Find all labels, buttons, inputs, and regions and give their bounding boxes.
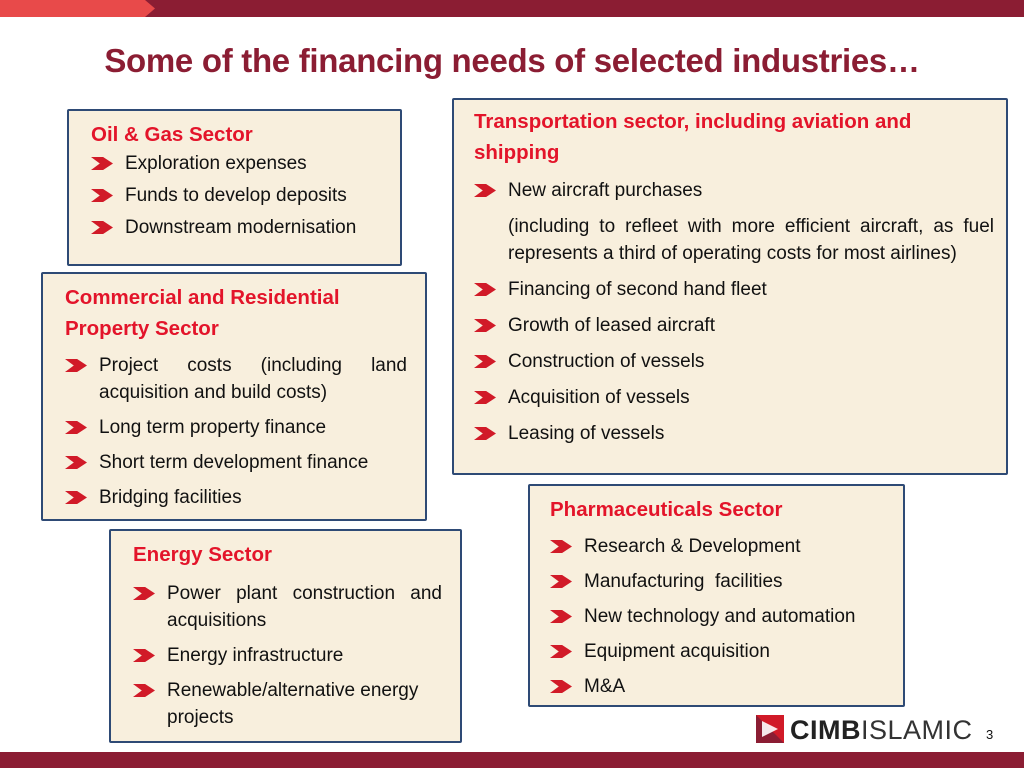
arrow-bullet-icon: [65, 456, 87, 469]
arrow-bullet-icon: [65, 491, 87, 504]
list-item: Exploration expenses: [91, 150, 382, 177]
logo-brand: CIMB: [790, 715, 861, 745]
arrow-bullet-icon: [550, 610, 572, 623]
list-item: Financing of second hand fleet: [474, 276, 994, 303]
transportation-note: (including to refleet with more efficient aircraft, as fuel represents a third of operating costs for most airlines): [508, 216, 994, 264]
pharmaceuticals-title: Pharmaceuticals Sector: [550, 498, 783, 521]
energy-box: [109, 529, 462, 743]
arrow-bullet-icon: [474, 319, 496, 332]
list-item: New technology and automation: [550, 603, 889, 630]
arrow-bullet-icon: [65, 421, 87, 434]
arrow-bullet-icon: [550, 680, 572, 693]
arrow-bullet-icon: [474, 283, 496, 296]
top-bar-accent: [0, 0, 155, 17]
arrow-bullet-icon: [474, 391, 496, 404]
commercial-property-box: [41, 272, 427, 521]
list-item: Equipment acquisition: [550, 638, 889, 665]
list-item: Downstream modernisation: [91, 214, 382, 241]
transportation-box: [452, 98, 1008, 475]
arrow-bullet-icon: [133, 684, 155, 697]
page-number: 3: [986, 727, 994, 742]
pharmaceuticals-box: [528, 484, 905, 707]
list-item: M&A: [550, 673, 889, 700]
list-item: Long term property finance: [65, 414, 407, 441]
arrow-bullet-icon: [474, 427, 496, 440]
oil-gas-box: [67, 109, 402, 266]
arrow-bullet-icon: [91, 157, 113, 170]
arrow-bullet-icon: [133, 587, 155, 600]
list-item: Manufacturing facilities: [550, 568, 889, 595]
transportation-title: Transportation sector, including aviation and shipping: [474, 110, 912, 164]
list-item: Growth of leased aircraft: [474, 312, 994, 339]
cimb-logo-mark-icon: [756, 715, 784, 743]
list-item: Funds to develop deposits: [91, 182, 382, 209]
list-item: Leasing of vessels: [474, 420, 994, 447]
list-item: Research & Development: [550, 533, 889, 560]
arrow-bullet-icon: [550, 575, 572, 588]
arrow-bullet-icon: [91, 221, 113, 234]
list-item: Bridging facilities: [65, 484, 407, 511]
list-item: Short term development finance: [65, 449, 407, 476]
cimb-islamic-logo: [756, 715, 973, 745]
oil-gas-title: Oil & Gas Sector: [91, 123, 253, 146]
list-item: Acquisition of vessels: [474, 384, 994, 411]
list-item: Construction of vessels: [474, 348, 994, 375]
list-item: New aircraft purchases: [474, 177, 994, 204]
bottom-bar: [0, 752, 1024, 768]
logo-suffix: ISLAMIC: [861, 715, 973, 745]
list-item: Project costs (including land acquisition and build costs): [65, 352, 407, 406]
arrow-bullet-icon: [550, 645, 572, 658]
list-item: Power plant construction and acquisitions: [133, 580, 442, 634]
arrow-bullet-icon: [474, 355, 496, 368]
energy-title: Energy Sector: [133, 543, 272, 566]
commercial-property-title: Commercial and Residential Property Sector: [65, 286, 340, 340]
list-item: Renewable/alternative energy projects: [133, 677, 442, 731]
arrow-bullet-icon: [550, 540, 572, 553]
list-item: Energy infrastructure: [133, 642, 442, 669]
top-bar: [0, 0, 1024, 17]
slide-title: Some of the financing needs of selected industries…: [104, 42, 920, 79]
arrow-bullet-icon: [133, 649, 155, 662]
arrow-bullet-icon: [65, 359, 87, 372]
arrow-bullet-icon: [474, 184, 496, 197]
arrow-bullet-icon: [91, 189, 113, 202]
